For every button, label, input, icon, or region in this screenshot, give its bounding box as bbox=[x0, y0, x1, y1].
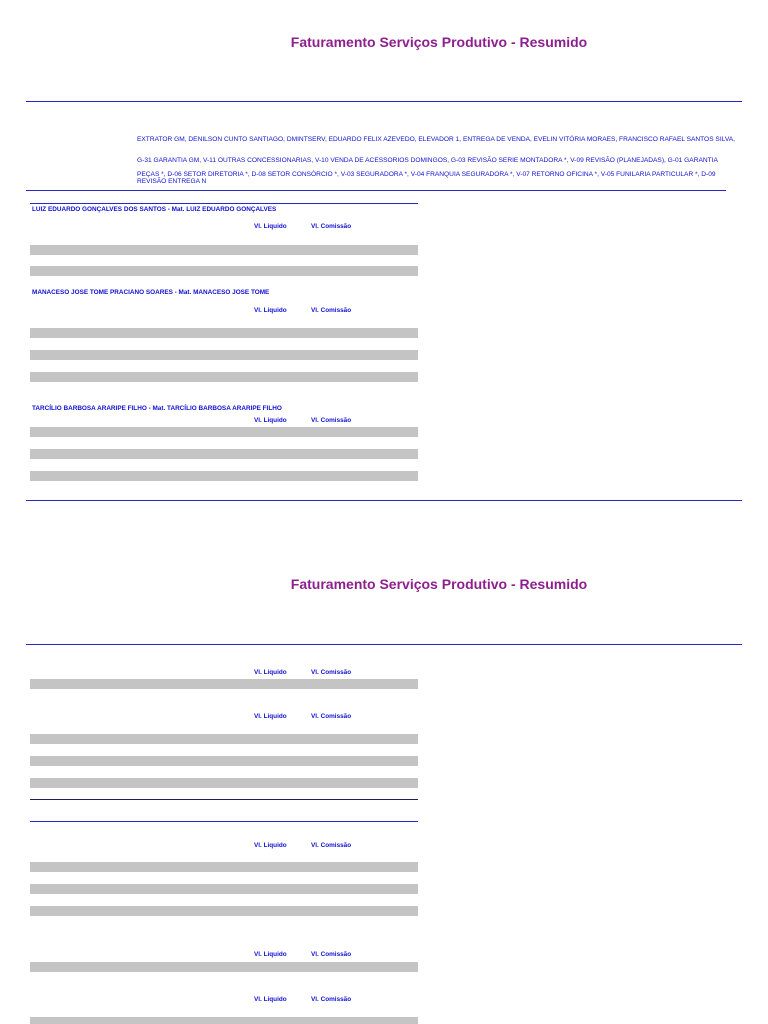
data-row bbox=[30, 350, 418, 360]
column-header-comissao: Vl. Comissão bbox=[311, 669, 352, 676]
report-title: Faturamento Serviços Produtivo - Resumido bbox=[290, 34, 588, 50]
page-end-divider bbox=[26, 500, 742, 501]
column-header-liquido: Vl. Liquido bbox=[254, 417, 287, 424]
person-name: MANACESO JOSE TOME PRACIANO SOARES - Mat. MANACESO JOSE TOME bbox=[32, 289, 270, 296]
data-row bbox=[30, 962, 418, 972]
column-header-comissao: Vl. Comissão bbox=[311, 951, 352, 958]
column-header-liquido: Vl. Liquido bbox=[254, 842, 287, 849]
header-divider bbox=[26, 644, 742, 645]
data-row bbox=[30, 906, 418, 916]
data-row bbox=[30, 449, 418, 459]
data-row bbox=[30, 266, 418, 276]
section-divider bbox=[30, 203, 418, 204]
column-header-liquido: Vl. Liquido bbox=[254, 713, 287, 720]
data-row bbox=[30, 679, 418, 689]
column-header-comissao: Vl. Comissão bbox=[311, 713, 352, 720]
section-divider bbox=[30, 821, 418, 822]
report-title: Faturamento Serviços Produtivo - Resumido bbox=[290, 576, 588, 592]
column-header-liquido: Vl. Liquido bbox=[254, 223, 287, 230]
data-row bbox=[30, 427, 418, 437]
total-divider bbox=[30, 799, 418, 800]
data-row bbox=[30, 372, 418, 382]
person-name: LUIZ EDUARDO GONÇALVES DOS SANTOS - Mat. LUIZ EDUARDO GONÇALVES bbox=[32, 206, 277, 213]
column-header-liquido: Vl. Liquido bbox=[254, 951, 287, 958]
data-row bbox=[30, 756, 418, 766]
column-header-comissao: Vl. Comissão bbox=[311, 223, 352, 230]
data-row bbox=[30, 862, 418, 872]
column-header-liquido: Vl. Liquido bbox=[254, 996, 287, 1003]
filter-line-1: EXTRATOR GM, DENILSON CUNTO SANTIAGO, DMINTSERV, EDUARDO FELIX AZEVEDO, ELEVADOR 1, ENTREGA DE VENDA, EVELIN VITÓRIA MORAES, FRANCISCO RAFAEL SANTOS SILVA, bbox=[137, 136, 735, 143]
column-header-comissao: Vl. Comissão bbox=[311, 996, 352, 1003]
column-header-comissao: Vl. Comissão bbox=[311, 417, 352, 424]
data-row bbox=[30, 328, 418, 338]
column-header-comissao: Vl. Comissão bbox=[311, 842, 352, 849]
data-row bbox=[30, 734, 418, 744]
filter-divider bbox=[26, 190, 726, 191]
data-row bbox=[30, 245, 418, 255]
column-header-comissao: Vl. Comissão bbox=[311, 307, 352, 314]
data-row bbox=[30, 778, 418, 788]
header-divider bbox=[26, 101, 742, 102]
data-row bbox=[30, 1017, 418, 1024]
column-header-liquido: Vl. Liquido bbox=[254, 307, 287, 314]
person-name: TARCÍLIO BARBOSA ARARIPE FILHO - Mat. TARCÍLIO BARBOSA ARARIPE FILHO bbox=[32, 405, 282, 412]
filter-line-3: PEÇAS *, D-06 SETOR DIRETORIA *, D-08 SETOR CONSÓRCIO *, V-03 SEGURADORA *, V-04 FRANQUIA SEGURADORA *, V-07 RETORNO OFICINA *, V-05 FUNILARIA PARTICULAR *, D-09 REVISÃO ENTREGA N bbox=[137, 171, 716, 186]
column-header-liquido: Vl. Liquido bbox=[254, 669, 287, 676]
filter-line-2: G-31 GARANTIA GM, V-11 OUTRAS CONCESSIONARIAS, V-10 VENDA DE ACESSORIOS DOMINGOS, G-03 REVISÃO SERIE MONTADORA *, V-09 REVISÃO (PLANEJADAS), G-01 GARANTIA bbox=[137, 157, 718, 164]
data-row bbox=[30, 471, 418, 481]
data-row bbox=[30, 884, 418, 894]
